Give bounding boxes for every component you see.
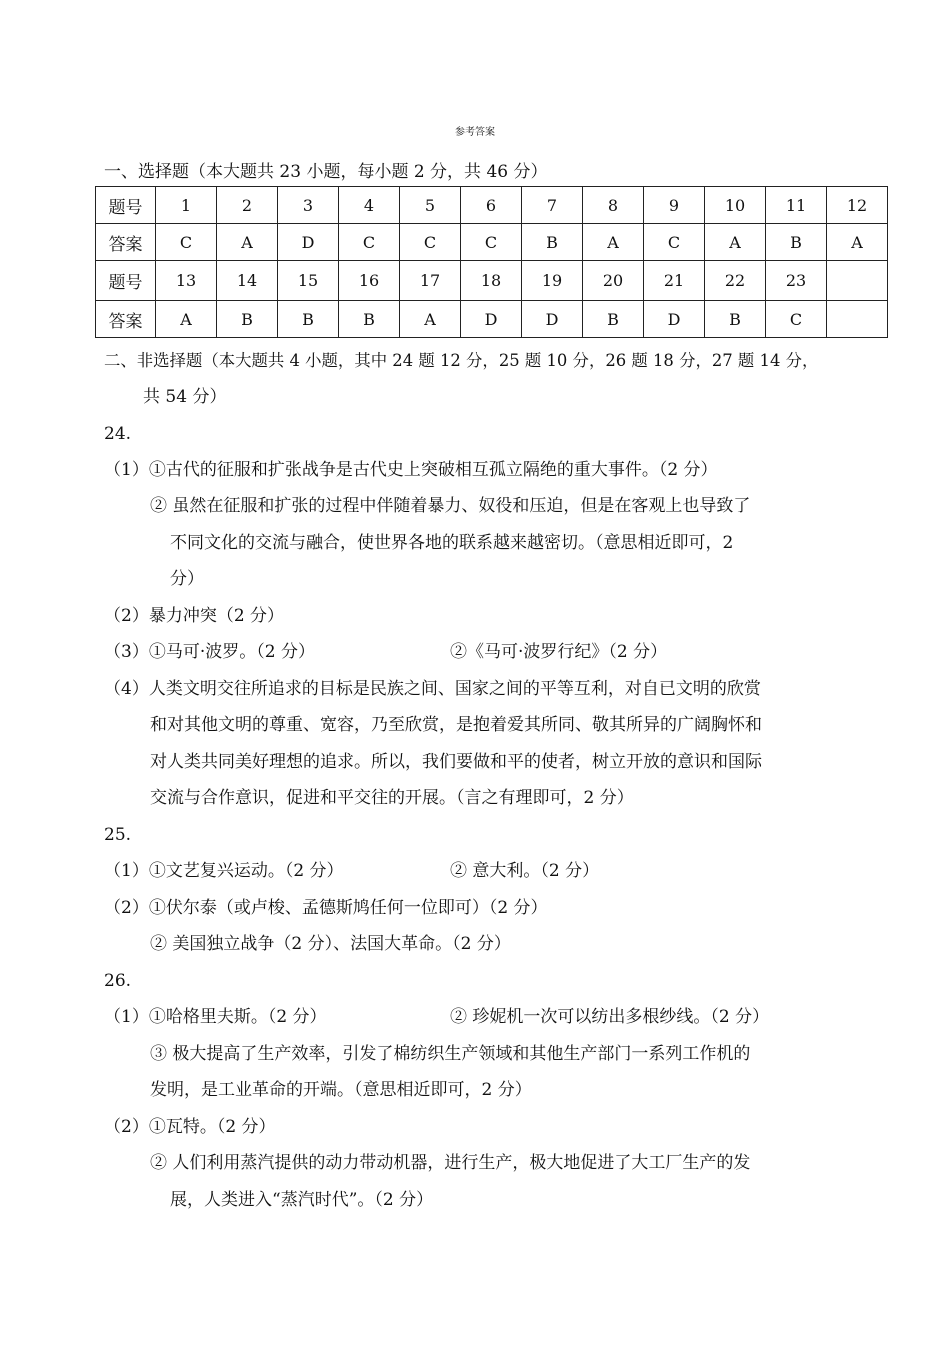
- table-cell: C: [766, 301, 827, 338]
- table-cell: 9: [644, 187, 705, 224]
- section2-heading-cont: 共 54 分）: [143, 387, 227, 407]
- answer-line: （2）①瓦特。（2 分）: [104, 1117, 276, 1137]
- row-label-answer: 答案: [96, 224, 156, 261]
- table-cell: B: [705, 301, 766, 338]
- answer-line: ② 意大利。（2 分）: [450, 861, 600, 881]
- page-title: 参考答案: [455, 127, 495, 138]
- table-cell: 4: [339, 187, 400, 224]
- table-cell: A: [156, 301, 217, 338]
- table-cell: 15: [278, 261, 339, 301]
- answer-line: （1）①文艺复兴运动。（2 分）: [104, 861, 344, 881]
- table-cell: 3: [278, 187, 339, 224]
- table-row: [96, 187, 888, 224]
- table-cell: C: [339, 224, 400, 261]
- table-cell: C: [644, 224, 705, 261]
- table-cell: 12: [827, 187, 888, 224]
- table-cell: D: [278, 224, 339, 261]
- table-cell: 13: [156, 261, 217, 301]
- table-cell: B: [583, 301, 644, 338]
- question-number: 26.: [104, 971, 132, 991]
- answer-line: （1）①古代的征服和扩张战争是古代史上突破相互孤立隔绝的重大事件。（2 分）: [104, 460, 718, 480]
- answer-line: ② 虽然在征服和扩张的过程中伴随着暴力、奴役和压迫，但是在客观上也导致了: [150, 496, 751, 516]
- table-cell: 2: [217, 187, 278, 224]
- table-row: [96, 261, 888, 301]
- table-cell: 11: [766, 187, 827, 224]
- table-cell: [827, 261, 888, 301]
- row-label-question: 题号: [96, 261, 156, 301]
- table-cell: 22: [705, 261, 766, 301]
- table-cell: 17: [400, 261, 461, 301]
- table-cell: 16: [339, 261, 400, 301]
- question-number: 25.: [104, 825, 132, 845]
- table-cell: 8: [583, 187, 644, 224]
- table-cell: B: [339, 301, 400, 338]
- table-cell: D: [644, 301, 705, 338]
- table-cell: A: [705, 224, 766, 261]
- answer-line: （4）人类文明交往所追求的目标是民族之间、国家之间的平等互利，对自已文明的欣赏: [104, 679, 761, 699]
- question-number: 24.: [104, 424, 132, 444]
- answer-line: （2）暴力冲突（2 分）: [104, 606, 285, 626]
- table-cell: D: [461, 301, 522, 338]
- table-cell: A: [217, 224, 278, 261]
- table-cell: 5: [400, 187, 461, 224]
- table-cell: C: [461, 224, 522, 261]
- table-row: [96, 301, 888, 338]
- table-cell: [827, 301, 888, 338]
- table-cell: A: [583, 224, 644, 261]
- section1-heading: 一、选择题（本大题共 23 小题，每小题 2 分，共 46 分）: [104, 162, 548, 182]
- table-cell: 19: [522, 261, 583, 301]
- answer-line: 发明，是工业革命的开端。（意思相近即可，2 分）: [150, 1080, 532, 1100]
- row-label-answer: 答案: [96, 301, 156, 338]
- answer-line: ② 珍妮机一次可以纺出多根纱线。（2 分）: [450, 1007, 770, 1027]
- table-cell: C: [156, 224, 217, 261]
- table-cell: A: [827, 224, 888, 261]
- table-cell: 18: [461, 261, 522, 301]
- table-cell: 14: [217, 261, 278, 301]
- table-cell: 1: [156, 187, 217, 224]
- table-cell: B: [522, 224, 583, 261]
- answer-line: （2）①伏尔泰（或卢梭、孟德斯鸠任何一位即可）（2 分）: [104, 898, 548, 918]
- answer-line: 不同文化的交流与融合，使世界各地的联系越来越密切。（意思相近即可，2: [170, 533, 734, 553]
- table-cell: 23: [766, 261, 827, 301]
- table-cell: B: [217, 301, 278, 338]
- table-cell: 20: [583, 261, 644, 301]
- table-cell: 21: [644, 261, 705, 301]
- answer-table: [95, 186, 888, 338]
- table-cell: 6: [461, 187, 522, 224]
- section2-heading: 二、非选择题（本大题共 4 小题，其中 24 题 12 分，25 题 10 分，26 题 18 分，27 题 14 分，: [104, 351, 819, 370]
- answer-line: ② 人们利用蒸汽提供的动力带动机器，进行生产，极大地促进了大工厂生产的发: [150, 1153, 751, 1173]
- answer-line: （1）①哈格里夫斯。（2 分）: [104, 1007, 327, 1027]
- table-cell: 10: [705, 187, 766, 224]
- answer-line: 和对其他文明的尊重、宽容，乃至欣赏，是抱着爱其所同、敬其所异的广阔胸怀和: [150, 715, 762, 735]
- table-cell: B: [766, 224, 827, 261]
- answer-line: 分）: [170, 569, 204, 589]
- table-cell: A: [400, 301, 461, 338]
- answer-line: 展，人类进入“蒸汽时代”。（2 分）: [170, 1190, 434, 1210]
- answer-line: ②《马可·波罗行纪》（2 分）: [450, 642, 668, 662]
- answer-line: ② 美国独立战争（2 分）、法国大革命。（2 分）: [150, 934, 511, 954]
- answer-line: 交流与合作意识，促进和平交往的开展。（言之有理即可，2 分）: [150, 788, 634, 808]
- answer-line: ③ 极大提高了生产效率，引发了棉纺织生产领域和其他生产部门一系列工作机的: [150, 1044, 751, 1064]
- table-cell: D: [522, 301, 583, 338]
- table-cell: 7: [522, 187, 583, 224]
- table-row: [96, 224, 888, 261]
- answer-line: （3）①马可·波罗。（2 分）: [104, 642, 315, 662]
- row-label-question: 题号: [96, 187, 156, 224]
- table-cell: C: [400, 224, 461, 261]
- answer-line: 对人类共同美好理想的追求。所以，我们要做和平的使者，树立开放的意识和国际: [150, 752, 762, 772]
- table-cell: B: [278, 301, 339, 338]
